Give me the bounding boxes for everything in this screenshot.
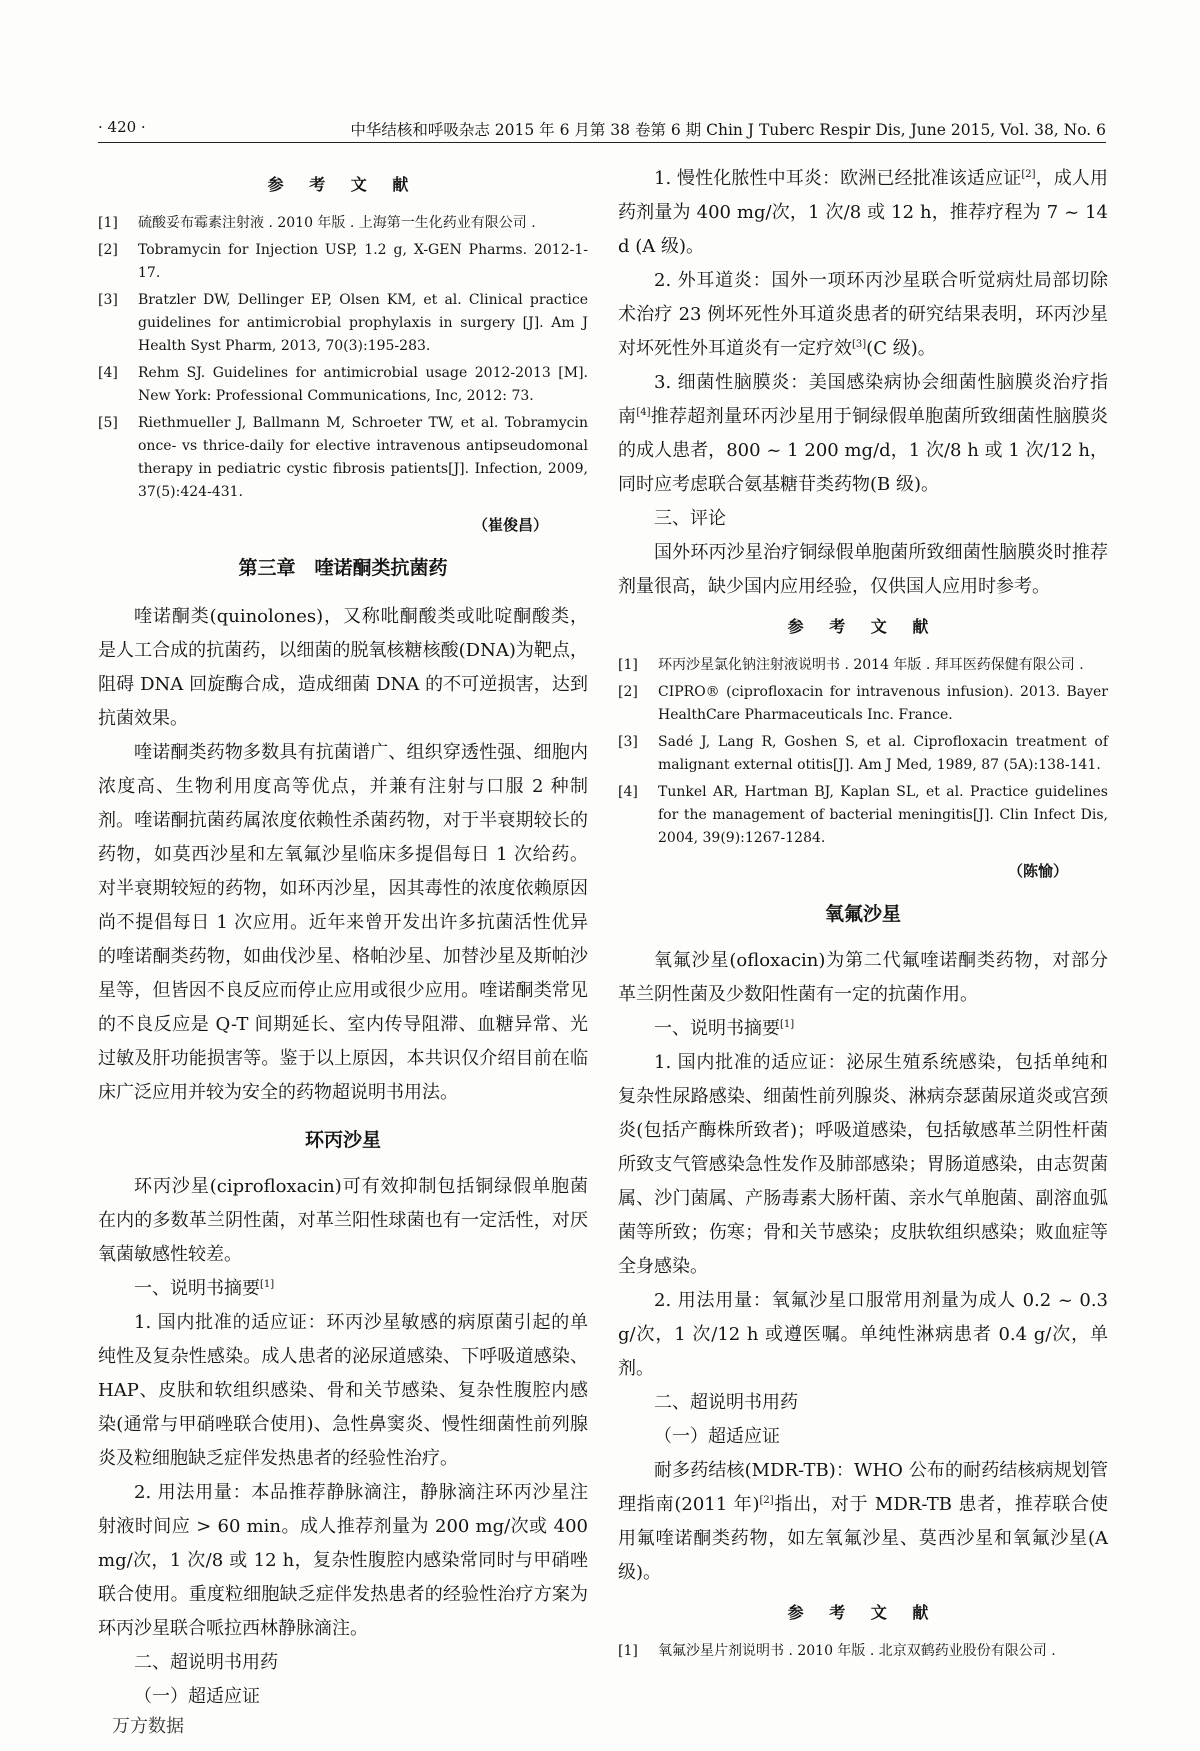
references-heading: 参 考 文 献	[267, 175, 419, 194]
reference-item: [1] 硫酸妥布霉素注射液 . 2010 年版 . 上海第一生化药业有限公司 .	[98, 215, 536, 231]
section-author: （崔俊昌）	[472, 516, 548, 534]
running-header	[98, 116, 1106, 143]
subsection-heading: （一）超适应证	[134, 1686, 260, 1707]
paragraph: 氧氟沙星(ofloxacin)为第二代氟喹诺酮类药物，对部分革兰阴性菌及少数阳性菌有一定的抗菌作用。	[618, 950, 1108, 1005]
subsection-heading: 三、评论	[654, 508, 726, 529]
paragraph: 2. 外耳道炎：国外一项环丙沙星联合听觉病灶局部切除术治疗 23 例坏死性外耳道炎患者的研究结果表明，环丙沙星对坏死性外耳道炎有一定疗效[3](C 级)。	[618, 270, 1108, 359]
reference-item: [2] CIPRO® (ciprofloxacin for intravenous infusion). 2013. Bayer HealthCare Pharmaceuticals Inc. France.	[618, 684, 1108, 723]
subsection-heading: 一、说明书摘要[1]	[654, 1018, 795, 1039]
paragraph: 2. 用法用量：本品推荐静脉滴注，静脉滴注环丙沙星注射液时间应 > 60 min。成人推荐剂量为 200 mg/次或 400 mg/次，1 次/8 或 12 h，复杂性腹腔内感染常同时与甲硝唑联合使用。重度粒细胞缺乏症伴发热患者的经验性治疗方案为环丙沙星联合哌拉西林静脉滴注。	[98, 1482, 588, 1639]
reference-item: [2] Tobramycin for Injection USP, 1.2 g, X-GEN Pharms. 2012-1-17.	[98, 242, 588, 281]
paragraph: 3. 细菌性脑膜炎：美国感染病协会细菌性脑膜炎治疗指南[4]推荐超剂量环丙沙星用于铜绿假单胞菌所致细菌性脑膜炎的成人患者，800 ~ 1 200 mg/d，1 次/8 h 或 1 次/12 h，同时应考虑联合氨基糖苷类药物(B 级)。	[618, 372, 1109, 495]
reference-list	[618, 654, 1108, 850]
references-heading: 参 考 文 献	[787, 617, 939, 636]
paragraph: 2. 用法用量：氧氟沙星口服常用剂量为成人 0.2 ~ 0.3 g/次，1 次/12 h 或遵医嘱。单纯性淋病患者 0.4 g/次，单剂。	[618, 1290, 1108, 1379]
reference-list	[618, 1640, 1108, 1663]
right-column	[618, 162, 1108, 1667]
watermark-footer: 万方数据	[112, 1716, 184, 1737]
reference-item: [1] 环丙沙星氯化钠注射液说明书 . 2014 年版 . 拜耳医药保健有限公司 .	[618, 657, 1084, 673]
reference-item: [3] Bratzler DW, Dellinger EP, Olsen KM, et al. Clinical practice guidelines for antimicrobial prophylaxis in surgery [J]. Am J Health Syst Pharm, 2013, 70(3):195-283.	[98, 292, 588, 354]
drug-heading: 环丙沙星	[304, 1129, 381, 1151]
reference-item: [1] 氧氟沙星片剂说明书 . 2010 年版 . 北京双鹤药业股份有限公司 .	[618, 1643, 1056, 1659]
paragraph: 1. 慢性化脓性中耳炎：欧洲已经批准该适应证[2]，成人用药剂量为 400 mg/次，1 次/8 或 12 h，推荐疗程为 7 ~ 14 d (A 级)。	[618, 168, 1109, 257]
references-heading: 参 考 文 献	[787, 1603, 939, 1622]
section-author: （陈愉）	[1007, 862, 1068, 880]
paragraph: 1. 国内批准的适应证：泌尿生殖系统感染，包括单纯和复杂性尿路感染、细菌性前列腺炎、淋病奈瑟菌尿道炎或宫颈炎(包括产酶株所致者)；呼吸道感染，包括敏感革兰阴性杆菌所致支气管感染急性发作及肺部感染；胃肠道感染，由志贺菌属、沙门菌属、产肠毒素大肠杆菌、亲水气单胞菌、副溶血弧菌等所致；伤寒；骨和关节感染；皮肤软组织感染；败血症等全身感染。	[618, 1052, 1108, 1277]
left-column	[98, 162, 588, 1714]
journal-citation: 中华结核和呼吸杂志 2015 年 6 月第 38 卷第 6 期 Chin J Tuberc Respir Dis, June 2015, Vol. 38, No. 6	[350, 121, 1106, 139]
reference-item: [5] Riethmueller J, Ballmann M, Schroeter TW, et al. Tobramycin once- vs thrice-daily for elective intravenous antipseudomonal therapy in pediatric cystic fibrosis patients[J]. Infection, 2009, 37(5):424-431.	[98, 415, 588, 500]
subsection-heading: 一、说明书摘要[1]	[134, 1278, 275, 1299]
page-number: · 420 ·	[98, 118, 146, 136]
subsection-heading: 二、超说明书用药	[134, 1652, 278, 1673]
paragraph: 1. 国内批准的适应证：环丙沙星敏感的病原菌引起的单纯性及复杂性感染。成人患者的泌尿道感染、下呼吸道感染、HAP、皮肤和软组织感染、骨和关节感染、复杂性腹腔内感染(通常与甲硝唑联合使用)、急性鼻窦炎、慢性细菌性前列腺炎及粒细胞缺乏症伴发热患者的经验性治疗。	[98, 1312, 588, 1469]
reference-item: [4] Tunkel AR, Hartman BJ, Kaplan SL, et al. Practice guidelines for the management of bacterial meningitis[J]. Clin Infect Dis, 2004, 39(9):1267-1284.	[618, 784, 1108, 846]
paragraph: 国外环丙沙星治疗铜绿假单胞菌所致细菌性脑膜炎时推荐剂量很高，缺少国内应用经验，仅供国人应用时参考。	[618, 542, 1108, 597]
subsection-heading: 二、超说明书用药	[654, 1392, 798, 1413]
reference-item: [4] Rehm SJ. Guidelines for antimicrobial usage 2012-2013 [M]. New York: Professional Communications, Inc, 2012: 73.	[98, 365, 588, 404]
reference-list	[98, 212, 588, 504]
paragraph: 环丙沙星(ciprofloxacin)可有效抑制包括铜绿假单胞菌在内的多数革兰阴性菌，对革兰阳性球菌也有一定活性，对厌氧菌敏感性较差。	[98, 1176, 588, 1265]
drug-heading: 氧氟沙星	[824, 903, 901, 925]
reference-item: [3] Sadé J, Lang R, Goshen S, et al. Ciprofloxacin treatment of malignant external otitis[J]. Am J Med, 1989, 87 (5A):138-141.	[618, 734, 1108, 773]
subsection-heading: （一）超适应证	[654, 1426, 780, 1447]
chapter-title: 第三章 喹诺酮类抗菌药	[238, 557, 448, 579]
paragraph: 耐多药结核(MDR-TB)：WHO 公布的耐药结核病规划管理指南(2011 年)[2]指出，对于 MDR-TB 患者，推荐联合使用氟喹诺酮类药物，如左氧氟沙星、莫西沙星和氧氟沙星(A 级)。	[618, 1460, 1109, 1583]
paragraph: 喹诺酮类(quinolones)，又称吡酮酸类或吡啶酮酸类，是人工合成的抗菌药，以细菌的脱氧核糖核酸(DNA)为靶点，阻碍 DNA 回旋酶合成，造成细菌 DNA 的不可逆损害，达到抗菌效果。	[98, 606, 588, 729]
paragraph: 喹诺酮类药物多数具有抗菌谱广、组织穿透性强、细胞内浓度高、生物利用度高等优点，并兼有注射与口服 2 种制剂。喹诺酮抗菌药属浓度依赖性杀菌药物，对于半衰期较长的药物，如莫西沙星和左氧氟沙星临床多提倡每日 1 次给药。对半衰期较短的药物，如环丙沙星，因其毒性的浓度依赖原因尚不提倡每日 1 次应用。近年来曾开发出许多抗菌活性优异的喹诺酮类药物，如曲伐沙星、格帕沙星、加替沙星及斯帕沙星等，但皆因不良反应而停止应用或很少应用。喹诺酮类常见的不良反应是 Q-T 间期延长、室内传导阻滞、血糖异常、光过敏及肝功能损害等。鉴于以上原因，本共识仅介绍目前在临床广泛应用并较为安全的药物超说明书用法。	[98, 742, 588, 1103]
